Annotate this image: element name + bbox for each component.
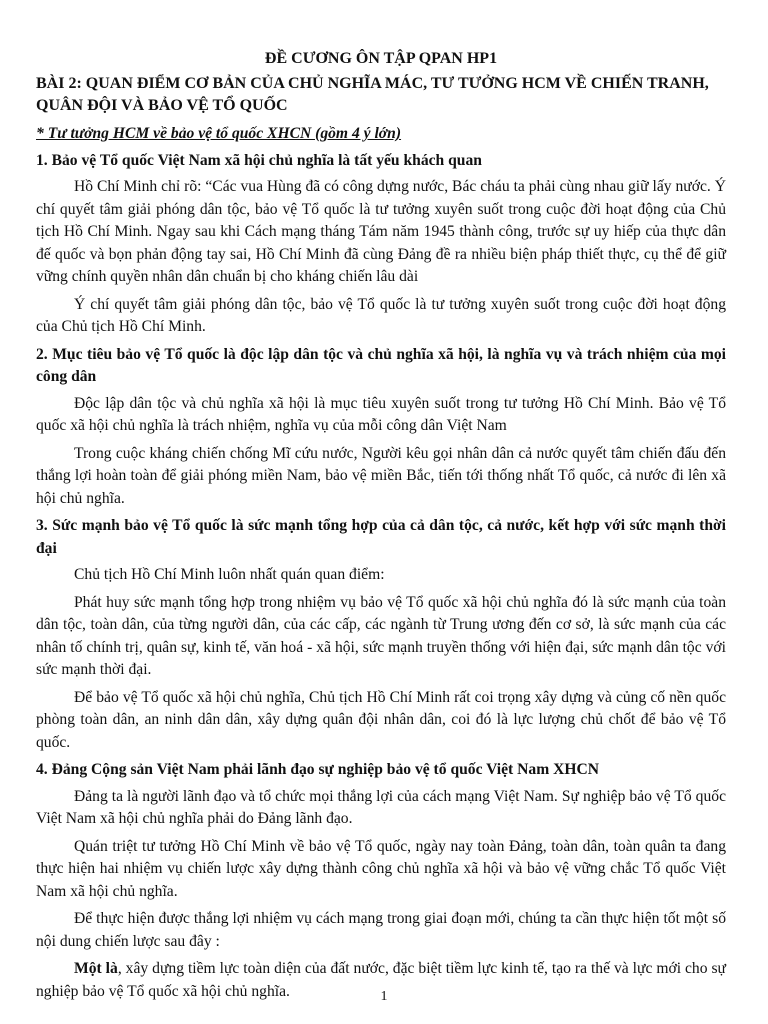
paragraph: Phát huy sức mạnh tổng hợp trong nhiệm vụ bảo vệ Tổ quốc xã hội chủ nghĩa đó là sức mạnh của toàn dân tộc, toàn dân, của từng người dân, của các cấp, các ngành từ Trung ương đến cơ sở, là sức mạnh của các nhân tố chính trị, quân sự, kinh tế, văn hoá - xã hội, sức mạnh truyền thống với hiện đại, sức mạnh dân tộc với sức mạnh thời đại.: [36, 593, 726, 678]
page-number: 1: [380, 989, 388, 1004]
paragraph: Chủ tịch Hồ Chí Minh luôn nhất quán quan điểm:: [74, 566, 385, 583]
paragraph: Để thực hiện được thắng lợi nhiệm vụ cách mạng trong giai đoạn mới, chúng ta cần thực hiện tốt một số nội dung chiến lược sau đây :: [36, 910, 726, 950]
paragraph: Độc lập dân tộc và chủ nghĩa xã hội là mục tiêu xuyên suốt trong tư tưởng Hồ Chí Minh. Bảo vệ Tổ quốc xã hội chủ nghĩa là trách nhiệm, nghĩa vụ của mỗi công dân Việt Nam: [36, 394, 726, 434]
intro-line: * Tư tưởng HCM về bảo vệ tổ quốc XHCN (gồm 4 ý lớn): [36, 125, 402, 142]
paragraph-text: , xây dựng tiềm lực toàn diện của đất nước, đặc biệt tiềm lực kinh tế, tạo ra thế và lực mới cho sự nghiệp bảo vệ Tổ quốc xã hội chủ nghĩa.: [36, 960, 726, 1000]
lesson-heading: BÀI 2: QUAN ĐIỂM CƠ BẢN CỦA CHỦ NGHĨA MÁC, TƯ TƯỞNG HCM VỀ CHIẾN TRANH, QUÂN ĐỘI VÀ BẢO VỆ TỔ QUỐC: [36, 75, 709, 114]
paragraph: Hồ Chí Minh chỉ rõ: “Các vua Hùng đã có công dựng nước, Bác cháu ta phải cùng nhau giữ lấy nước. Ý chí quyết tâm giải phóng dân tộc, bảo vệ Tổ quốc là tư tưởng xuyên suốt trong cuộc đời hoạt động của Chủ tịch Hồ Chí Minh. Ngay sau khi Cách mạng tháng Tám năm 1945 thành công, trước sự uy hiếp của thực dân đế quốc và bọn phản động tay sai, Hồ Chí Minh đã cùng Đảng đề ra nhiều biện pháp thiết thực, cụ thể để giữ vững chính quyền nhân dân chuẩn bị cho kháng chiến lâu dài: [36, 178, 726, 285]
document-title: ĐỀ CƯƠNG ÔN TẬP QPAN HP1: [264, 50, 498, 67]
paragraph: Để bảo vệ Tổ quốc xã hội chủ nghĩa, Chủ tịch Hồ Chí Minh rất coi trọng xây dựng và củng cố nền quốc phòng toàn dân, an ninh dân dân, xây dựng quân đội nhân dân, coi đó là lực lượng chủ chốt để bảo vệ Tổ quốc.: [36, 688, 726, 751]
paragraph-lead: Một là: [74, 960, 118, 977]
section-heading-4: 4. Đảng Cộng sản Việt Nam phải lãnh đạo sự nghiệp bảo vệ tổ quốc Việt Nam XHCN: [36, 761, 600, 778]
paragraph: Trong cuộc kháng chiến chống Mĩ cứu nước, Người kêu gọi nhân dân cả nước quyết tâm chiến đấu đến thắng lợi hoàn toàn để giải phóng miền Nam, bảo vệ miền Bắc, tiến tới thống nhất Tổ quốc, cả nước đi lên xã hội chủ nghĩa.: [36, 444, 726, 507]
section-heading-2: 2. Mục tiêu bảo vệ Tổ quốc là độc lập dân tộc và chủ nghĩa xã hội, là nghĩa vụ và trách nhiệm của mọi công dân: [36, 345, 726, 385]
document-page: [36, 48, 726, 1008]
section-heading-1: 1. Bảo vệ Tổ quốc Việt Nam xã hội chủ nghĩa là tất yếu khách quan: [36, 151, 482, 169]
paragraph: Quán triệt tư tưởng Hồ Chí Minh về bảo vệ Tổ quốc, ngày nay toàn Đảng, toàn dân, toàn quân ta đang thực hiện hai nhiệm vụ chiến lược xây dựng thành công chủ nghĩa xã hội và bảo vệ vững chắc Tổ quốc Việt Nam xã hội chủ nghĩa.: [36, 837, 726, 900]
paragraph: Đảng ta là người lãnh đạo và tổ chức mọi thắng lợi của cách mạng Việt Nam. Sự nghiệp bảo vệ Tổ quốc Việt Nam xã hội chủ nghĩa phải do Đảng lãnh đạo.: [36, 787, 726, 827]
section-heading-3: 3. Sức mạnh bảo vệ Tổ quốc là sức mạnh tổng hợp của cả dân tộc, cả nước, kết hợp với sức mạnh thời đại: [36, 517, 726, 557]
paragraph: Ý chí quyết tâm giải phóng dân tộc, bảo vệ Tổ quốc là tư tưởng xuyên suốt trong cuộc đời hoạt động của Chủ tịch Hồ Chí Minh.: [36, 295, 726, 335]
